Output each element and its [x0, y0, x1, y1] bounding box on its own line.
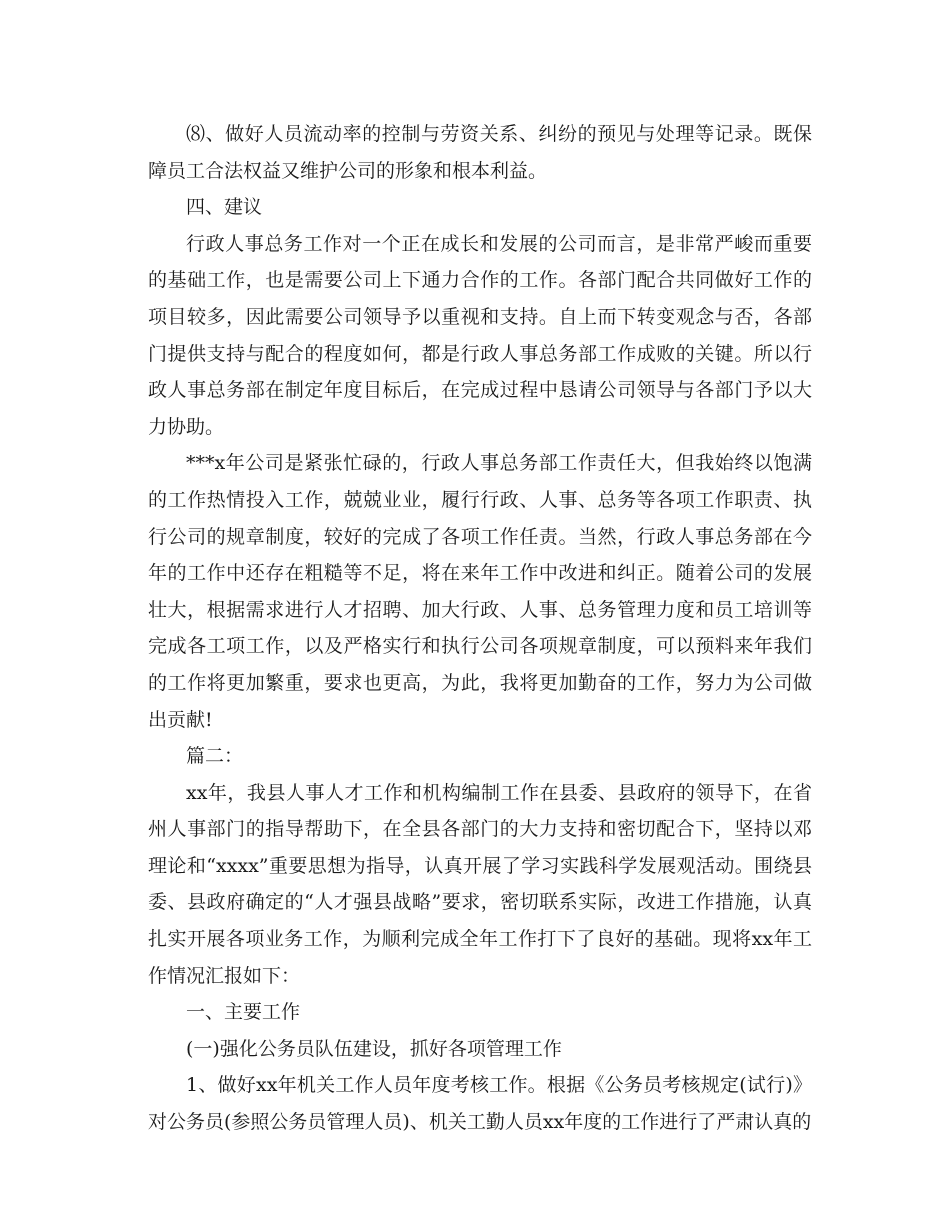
heading-suggestions: 四、建议: [186, 196, 263, 219]
paragraph-county-intro: xx年，我县人事人才工作和机构编制工作在县委、县政府的领导下，在省州人事部门的指导帮助下，在全县各部门的大力支持和密切配合下，坚持以邓理论和“xxxx”重要思想为指导，认真开展了学习实践科学发展观活动。围绕县委、县政府确定的“人才强县战略”要求，密切联系实际，改进工作措施，认真扎实开展各项业务工作，为顺利完成全年工作打下了良好的基础。现将xx年工作情况汇报如下：: [148, 781, 812, 987]
heading-main-work: 一、主要工作: [186, 1001, 301, 1024]
subheading-civil-servants: (一)强化公务员队伍建设，抓好各项管理工作: [186, 1037, 562, 1060]
paragraph-annual-assessment: 1、做好xx年机关工作人员年度考核工作。根据《公务员考核规定(试行)》对公务员(参照公务员管理人员)、机关工勤人员xx年度的工作进行了严肃认真的: [148, 1074, 812, 1134]
paragraph-year-summary: ***x年公司是紧张忙碌的，行政人事总务部工作责任大，但我始终以饱满的工作热情投入工作，兢兢业业，履行行政、人事、总务等各项工作职责、执行公司的规章制度，较好的完成了各项工作任责。当然，行政人事总务部在今年的工作中还存在粗糙等不足，将在来年工作中改进和纠正。随着公司的发展壮大，根据需求进行人才招聘、加大行政、人事、总务管理力度和员工培训等完成各工项工作，以及严格实行和执行公司各项规章制度，可以预料来年我们的工作将更加繁重，要求也更高，为此，我将更加勤奋的工作，努力为公司做出贡献!: [148, 452, 812, 731]
document-body: [148, 116, 812, 1141]
heading-part-two: 篇二：: [186, 745, 244, 768]
paragraph-labor-records: ⑻、做好人员流动率的控制与劳资关系、纠纷的预见与处理等记录。既保障员工合法权益又维护公司的形象和根本利益。: [148, 123, 812, 182]
paragraph-admin-work: 行政人事总务工作对一个正在成长和发展的公司而言，是非常严峻而重要的基础工作，也是需要公司上下通力合作的工作。各部门配合共同做好工作的项目较多，因此需要公司领导予以重视和支持。自上而下转变观念与否，各部门提供支持与配合的程度如何，都是行政人事总务部工作成败的关键。所以行政人事总务部在制定年度目标后，在完成过程中恳请公司领导与各部门予以大力协助。: [148, 232, 812, 438]
